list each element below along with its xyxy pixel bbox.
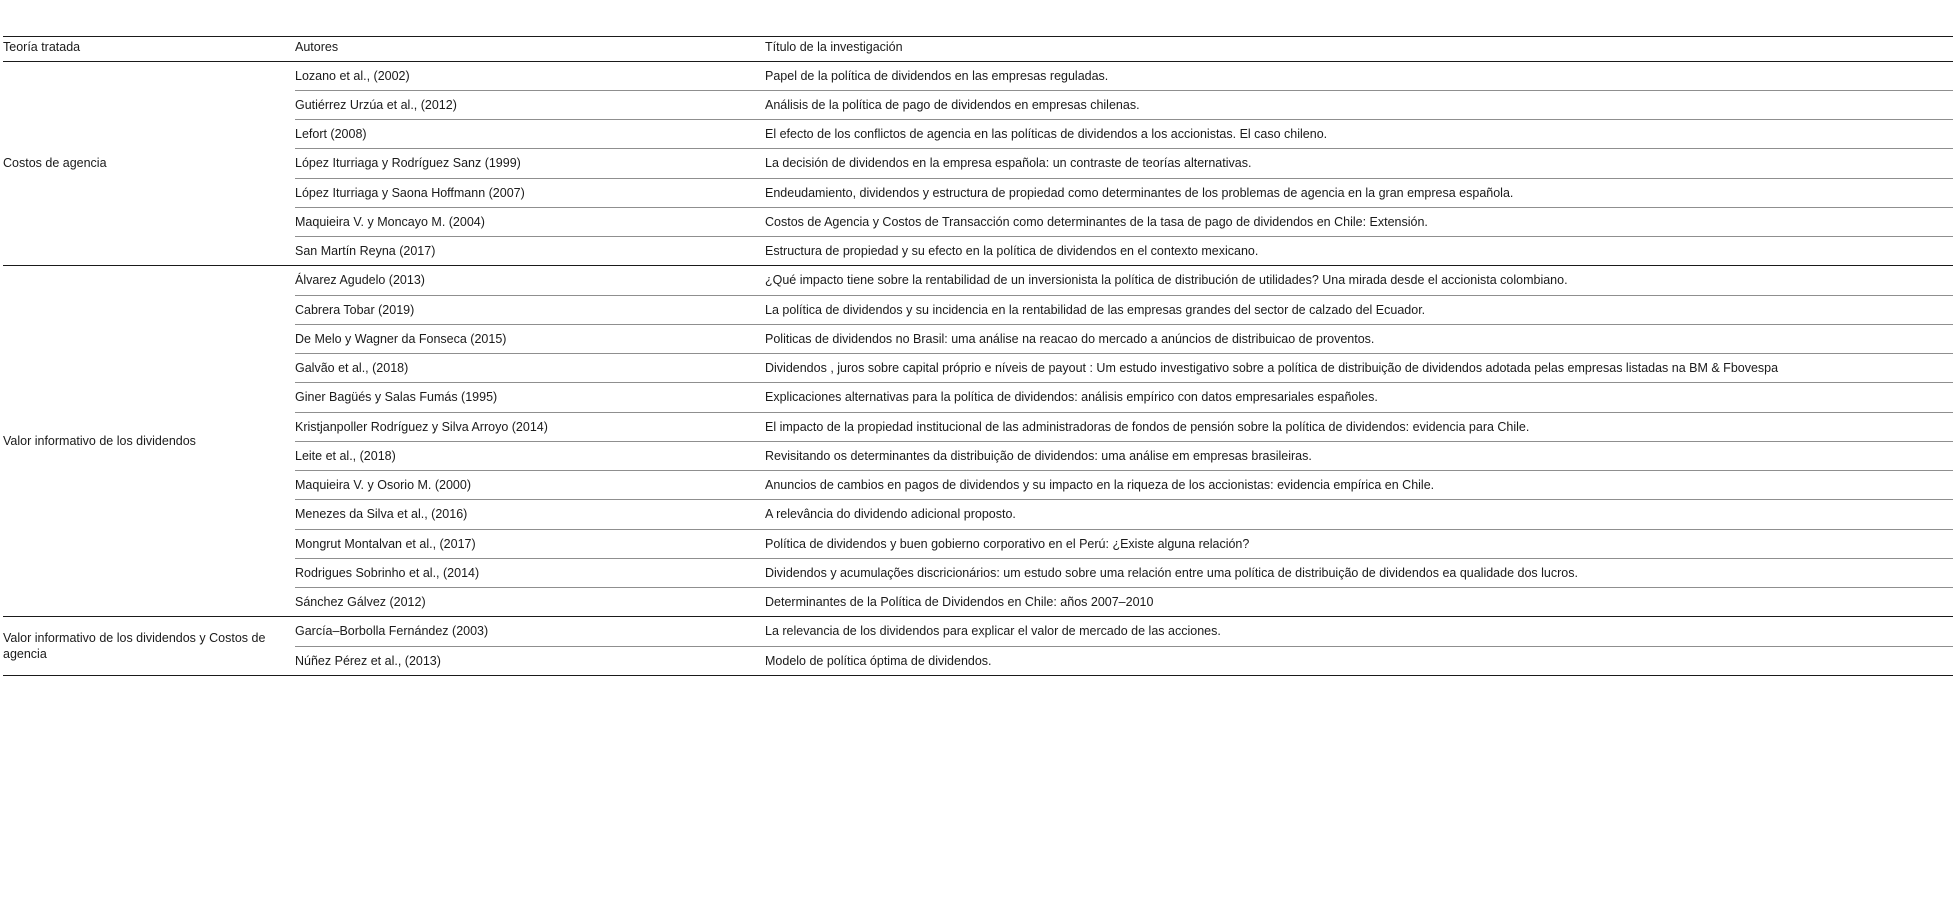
- theory-group-label: Costos de agencia: [3, 61, 295, 266]
- authors-cell: San Martín Reyna (2017): [295, 237, 765, 266]
- title-cell: La relevancia de los dividendos para explicar el valor de mercado de las acciones.: [765, 617, 1953, 646]
- title-cell: Análisis de la política de pago de dividendos en empresas chilenas.: [765, 90, 1953, 119]
- title-cell: Papel de la política de dividendos en las empresas reguladas.: [765, 61, 1953, 90]
- column-header-authors: Autores: [295, 37, 765, 62]
- research-table: [3, 36, 1953, 676]
- authors-cell: Gutiérrez Urzúa et al., (2012): [295, 90, 765, 119]
- title-cell: Explicaciones alternativas para la política de dividendos: análisis empírico con datos empresariales españoles.: [765, 383, 1953, 412]
- table-row: [3, 354, 1953, 383]
- title-cell: Endeudamiento, dividendos y estructura de propiedad como determinantes de los problemas de agencia en la gran empresa española.: [765, 178, 1953, 207]
- authors-cell: Galvão et al., (2018): [295, 354, 765, 383]
- table-header: [3, 37, 1953, 62]
- authors-cell: López Iturriaga y Saona Hoffmann (2007): [295, 178, 765, 207]
- title-cell: Politicas de dividendos no Brasil: uma análise na reacao do mercado a anúncios de distribuicao de proventos.: [765, 324, 1953, 353]
- authors-cell: Maquieira V. y Osorio M. (2000): [295, 471, 765, 500]
- authors-cell: García–Borbolla Fernández (2003): [295, 617, 765, 646]
- authors-cell: Kristjanpoller Rodríguez y Silva Arroyo (2014): [295, 412, 765, 441]
- authors-cell: Lefort (2008): [295, 120, 765, 149]
- title-cell: Estructura de propiedad y su efecto en la política de dividendos en el contexto mexicano.: [765, 237, 1953, 266]
- table-row: [3, 383, 1953, 412]
- authors-cell: Sánchez Gálvez (2012): [295, 588, 765, 617]
- authors-cell: Leite et al., (2018): [295, 441, 765, 470]
- title-cell: Modelo de política óptima de dividendos.: [765, 646, 1953, 675]
- table-row: [3, 237, 1953, 266]
- title-cell: Costos de Agencia y Costos de Transacción como determinantes de la tasa de pago de dividendos en Chile: Extensión.: [765, 207, 1953, 236]
- table-row: [3, 588, 1953, 617]
- table-row: [3, 149, 1953, 178]
- table-header-row: [3, 37, 1953, 62]
- table-row: [3, 500, 1953, 529]
- table-row: [3, 471, 1953, 500]
- title-cell: La decisión de dividendos en la empresa española: un contraste de teorías alternativas.: [765, 149, 1953, 178]
- title-cell: El impacto de la propiedad institucional de las administradoras de fondos de pensión sobre la política de dividendos: evidencia para Chile.: [765, 412, 1953, 441]
- title-cell: Dividendos , juros sobre capital próprio e níveis de payout : Um estudo investigativo sobre a política de distribuição de dividendos adotada pelas empresas listadas na BM & Fbovespa: [765, 354, 1953, 383]
- authors-cell: Menezes da Silva et al., (2016): [295, 500, 765, 529]
- table-row: [3, 529, 1953, 558]
- authors-cell: Núñez Pérez et al., (2013): [295, 646, 765, 675]
- title-cell: Dividendos y acumulações discricionários: um estudo sobre uma relación entre uma política de distribuição de dividendos ea qualidade dos lucros.: [765, 558, 1953, 587]
- title-cell: Revisitando os determinantes da distribuição de dividendos: uma análise em empresas brasileiras.: [765, 441, 1953, 470]
- table-row: [3, 646, 1953, 675]
- title-cell: Anuncios de cambios en pagos de dividendos y su impacto en la riqueza de los accionistas: evidencia empírica en Chile.: [765, 471, 1953, 500]
- title-cell: El efecto de los conflictos de agencia en las políticas de dividendos a los accionistas. El caso chileno.: [765, 120, 1953, 149]
- table-row: [3, 441, 1953, 470]
- table-row: [3, 324, 1953, 353]
- authors-cell: Lozano et al., (2002): [295, 61, 765, 90]
- table-row: [3, 207, 1953, 236]
- table-row: [3, 61, 1953, 90]
- table-body: [3, 61, 1953, 675]
- theory-group-label: Valor informativo de los dividendos y Costos de agencia: [3, 617, 295, 676]
- theory-group-label: Valor informativo de los dividendos: [3, 266, 295, 617]
- table-row: [3, 178, 1953, 207]
- title-cell: Determinantes de la Política de Dividendos en Chile: años 2007–2010: [765, 588, 1953, 617]
- authors-cell: Maquieira V. y Moncayo M. (2004): [295, 207, 765, 236]
- title-cell: La política de dividendos y su incidencia en la rentabilidad de las empresas grandes del sector de calzado del Ecuador.: [765, 295, 1953, 324]
- column-header-theory: Teoría tratada: [3, 37, 295, 62]
- title-cell: Política de dividendos y buen gobierno corporativo en el Perú: ¿Existe alguna relación?: [765, 529, 1953, 558]
- authors-cell: Giner Bagüés y Salas Fumás (1995): [295, 383, 765, 412]
- title-cell: A relevância do dividendo adicional proposto.: [765, 500, 1953, 529]
- authors-cell: Álvarez Agudelo (2013): [295, 266, 765, 295]
- authors-cell: López Iturriaga y Rodríguez Sanz (1999): [295, 149, 765, 178]
- authors-cell: Mongrut Montalvan et al., (2017): [295, 529, 765, 558]
- authors-cell: De Melo y Wagner da Fonseca (2015): [295, 324, 765, 353]
- table-row: [3, 558, 1953, 587]
- table-row: [3, 90, 1953, 119]
- title-cell: ¿Qué impacto tiene sobre la rentabilidad de un inversionista la política de distribución de utilidades? Una mirada desde el accionista colombiano.: [765, 266, 1953, 295]
- table-row: [3, 295, 1953, 324]
- table-row: [3, 120, 1953, 149]
- authors-cell: Cabrera Tobar (2019): [295, 295, 765, 324]
- table-row: [3, 617, 1953, 646]
- table-row: [3, 412, 1953, 441]
- column-header-title: Título de la investigación: [765, 37, 1953, 62]
- table-row: [3, 266, 1953, 295]
- authors-cell: Rodrigues Sobrinho et al., (2014): [295, 558, 765, 587]
